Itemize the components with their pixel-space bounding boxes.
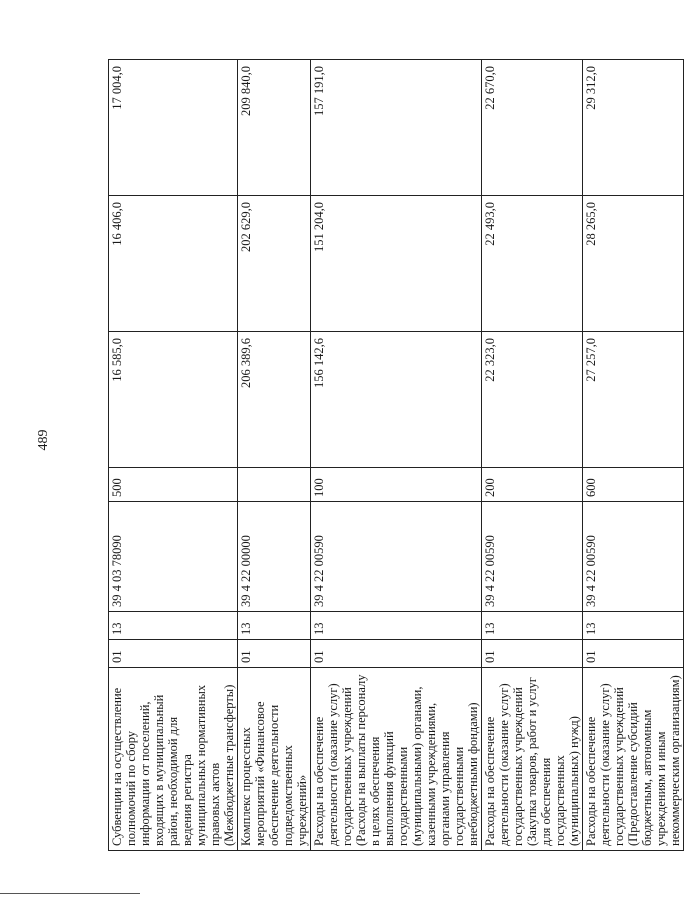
row-value-1: 206 389,6 bbox=[238, 332, 311, 468]
row-value-3: 22 670,0 bbox=[482, 60, 583, 196]
table-row bbox=[109, 60, 238, 851]
row-subsection: 13 bbox=[583, 612, 684, 640]
row-expense-type: 100 bbox=[311, 468, 482, 502]
row-value-1: 27 257,0 bbox=[583, 332, 684, 468]
table-row bbox=[238, 60, 311, 851]
row-name: Субвенции на осуществление полномочий по сбору информации от поселений, входящих в муниципальный район, необходимой для ведения регистра муниципальных нормативных правовых актов (Межбюджетные трансферты) bbox=[109, 668, 238, 851]
row-expense-type bbox=[238, 468, 311, 502]
table-row bbox=[482, 60, 583, 851]
row-value-3: 157 191,0 bbox=[311, 60, 482, 196]
row-value-1: 16 585,0 bbox=[109, 332, 238, 468]
row-value-2: 28 265,0 bbox=[583, 196, 684, 332]
row-value-1: 22 323,0 bbox=[482, 332, 583, 468]
row-name: Расходы на обеспечение деятельности (оказание услуг) государственных учреждений (Предоставление субсидий бюджетным, автономным учреждениям и иным некоммерческим организациям) bbox=[583, 668, 684, 851]
row-subsection: 13 bbox=[109, 612, 238, 640]
row-value-1: 156 142,6 bbox=[311, 332, 482, 468]
row-name: Комплекс процессных мероприятий «Финансовое обеспечение деятельности подведомственных учреждений» bbox=[238, 668, 311, 851]
row-target-code: 39 4 22 00590 bbox=[482, 502, 583, 612]
row-name: Расходы на обеспечение деятельности (оказание услуг) государственных учреждений (Закупка товаров, работ и услуг для обеспечения государственных (муниципальных) нужд) bbox=[482, 668, 583, 851]
row-subsection: 13 bbox=[311, 612, 482, 640]
row-section: 01 bbox=[311, 640, 482, 668]
row-target-code: 39 4 22 00590 bbox=[583, 502, 684, 612]
row-subsection: 13 bbox=[482, 612, 583, 640]
row-value-3: 29 312,0 bbox=[583, 60, 684, 196]
row-target-code: 39 4 22 00590 bbox=[311, 502, 482, 612]
page-number: 489 bbox=[36, 429, 51, 451]
row-value-2: 202 629,0 bbox=[238, 196, 311, 332]
row-value-2: 22 493,0 bbox=[482, 196, 583, 332]
table-row bbox=[583, 60, 684, 851]
row-section: 01 bbox=[109, 640, 238, 668]
row-expense-type: 600 bbox=[583, 468, 684, 502]
row-section: 01 bbox=[238, 640, 311, 668]
row-expense-type: 500 bbox=[109, 468, 238, 502]
footer-rule bbox=[0, 893, 140, 894]
row-name: Расходы на обеспечение деятельности (оказание услуг) государственных учреждений (Расходы на выплаты персоналу в целях обеспечения выполнения функций государственными (муниципальными) органами, казенными учреждениями, органами управления государственными внебюджетными фондами) bbox=[311, 668, 482, 851]
row-target-code: 39 4 22 00000 bbox=[238, 502, 311, 612]
table-row bbox=[311, 60, 482, 851]
row-expense-type: 200 bbox=[482, 468, 583, 502]
row-value-3: 209 840,0 bbox=[238, 60, 311, 196]
row-target-code: 39 4 03 78090 bbox=[109, 502, 238, 612]
row-section: 01 bbox=[482, 640, 583, 668]
row-value-2: 151 204,0 bbox=[311, 196, 482, 332]
row-value-2: 16 406,0 bbox=[109, 196, 238, 332]
rotated-page bbox=[108, 60, 682, 851]
row-subsection: 13 bbox=[238, 612, 311, 640]
budget-table bbox=[108, 59, 684, 851]
row-section: 01 bbox=[583, 640, 684, 668]
row-value-3: 17 004,0 bbox=[109, 60, 238, 196]
